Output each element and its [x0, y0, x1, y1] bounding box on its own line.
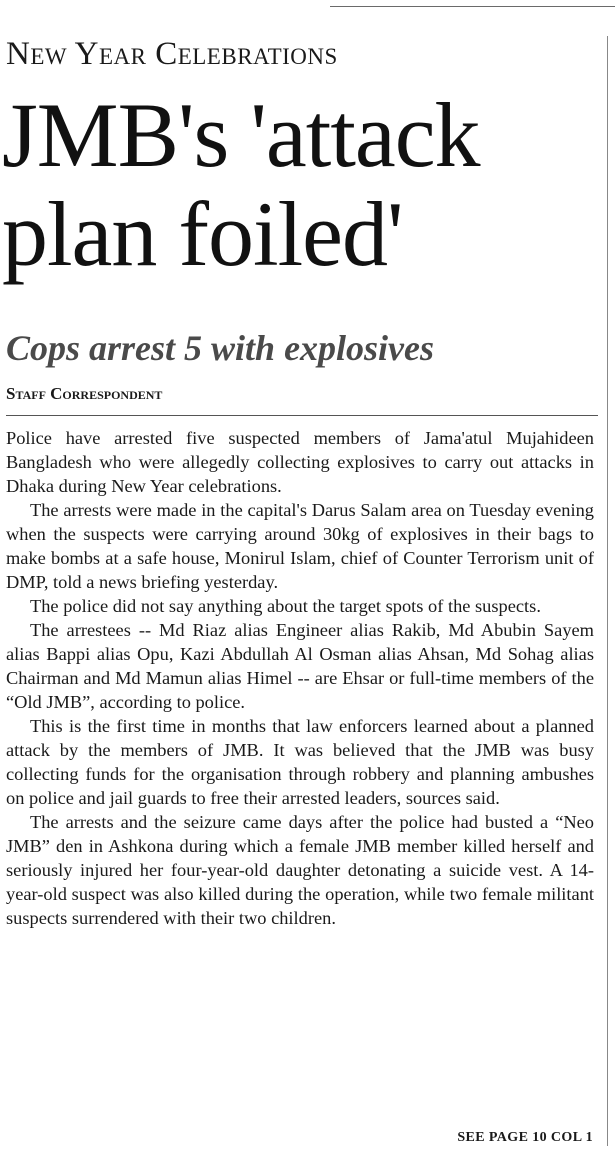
- headline: [2, 86, 602, 284]
- byline-rule: [6, 415, 598, 416]
- paragraph: The police did not say anything about the target spots of the suspects.: [30, 596, 541, 616]
- top-rule: [330, 6, 615, 7]
- paragraph: Police have arrested five suspected members of Jama'atul Mujahideen Bangladesh who were allegedly collecting explosives to carry out attacks in Dhaka during New Year celebrations.: [6, 428, 594, 496]
- paragraph: The arrestees -- Md Riaz alias Engineer alias Rakib, Md Abubin Sayem alias Bappi alias Opu, Kazi Abdullah Al Osman alias Ahsan, Md Sohag alias Chairman and Md Mamun alias Himel -- are Ehsar or full-time members of the “Old JMB”, according to police.: [6, 620, 594, 712]
- kicker: New Year Celebrations: [6, 36, 338, 72]
- column-rule: [607, 36, 608, 1146]
- paragraph: The arrests and the seizure came days after the police had busted a “Neo JMB” den in Ashkona during which a female JMB member killed herself and seriously injured her four-year-old daughter detonating a suicide vest. A 14-year-old suspect was also killed during the operation, while two female militant suspects surrendered with their two children.: [6, 812, 594, 928]
- headline-line-2: plan foiled': [2, 183, 403, 285]
- article-body: [6, 426, 594, 930]
- continued-on-page-link[interactable]: SEE PAGE 10 COL 1: [457, 1130, 593, 1145]
- paragraph: The arrests were made in the capital's Darus Salam area on Tuesday evening when the suspects were carrying around 30kg of explosives in their bags to make bombs at a safe house, Monirul Islam, chief of Counter Terrorism unit of DMP, told a news briefing yesterday.: [6, 500, 594, 592]
- byline: Staff Correspondent: [6, 384, 163, 403]
- subheadline: Cops arrest 5 with explosives: [6, 328, 435, 368]
- headline-line-1: JMB's 'attack: [2, 84, 480, 186]
- paragraph: This is the first time in months that law enforcers learned about a planned attack by the members of JMB. It was believed that the JMB was busy collecting funds for the organisation through robbery and planning ambushes on police and jail guards to free their arrested leaders, sources said.: [6, 716, 594, 808]
